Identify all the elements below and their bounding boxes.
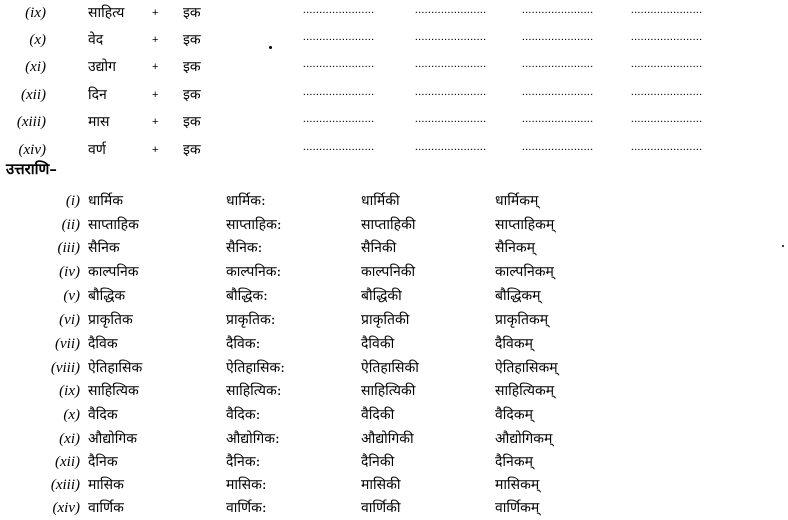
base-form: ऐतिहासिक bbox=[88, 360, 143, 376]
neuter-form: दैनिकम् bbox=[495, 454, 533, 470]
base-form: सैनिक bbox=[88, 240, 120, 256]
answer-row bbox=[0, 237, 788, 259]
masculine-form: साप्ताहिक: bbox=[226, 217, 282, 233]
answer-blank: ...................... bbox=[631, 113, 703, 125]
plus-sign: + bbox=[152, 34, 159, 46]
masculine-form: काल्पनिक: bbox=[226, 264, 282, 280]
masculine-form: साहित्यिक: bbox=[226, 383, 282, 399]
item-number: (viii) bbox=[50, 360, 80, 376]
item-number: (xiii) bbox=[50, 477, 80, 493]
masculine-form: धार्मिक: bbox=[226, 193, 266, 209]
exercise-row bbox=[0, 29, 788, 51]
answer-blank: ...................... bbox=[415, 58, 487, 70]
feminine-form: दैनिकी bbox=[361, 454, 395, 470]
base-form: मासिक bbox=[88, 477, 124, 493]
base-word: वेद bbox=[88, 32, 104, 48]
item-number: (ii) bbox=[61, 217, 80, 233]
feminine-form: ऐतिहासिकी bbox=[361, 360, 419, 376]
suffix: इक bbox=[183, 5, 201, 21]
answer-row bbox=[0, 285, 788, 307]
feminine-form: वार्णिकी bbox=[361, 500, 401, 516]
masculine-form: ऐतिहासिक: bbox=[226, 360, 285, 376]
item-number: (xi) bbox=[25, 59, 46, 75]
answer-blank: ...................... bbox=[522, 113, 594, 125]
item-number: (xii) bbox=[55, 454, 80, 470]
stray-dot bbox=[269, 46, 272, 49]
item-number: (xiv) bbox=[18, 142, 46, 158]
feminine-form: औद्योगिकी bbox=[361, 431, 414, 447]
base-form: दैविक bbox=[88, 336, 118, 352]
base-word: उद्योग bbox=[88, 59, 116, 75]
feminine-form: सैनिकी bbox=[361, 240, 397, 256]
feminine-form: साप्ताहिकी bbox=[361, 217, 416, 233]
masculine-form: दैनिक: bbox=[226, 454, 261, 470]
answer-blank: ...................... bbox=[522, 31, 594, 43]
item-number: (xiv) bbox=[52, 500, 80, 516]
feminine-form: प्राकृतिकी bbox=[361, 312, 410, 328]
exercise-row bbox=[0, 56, 788, 78]
answer-blank: ...................... bbox=[522, 58, 594, 70]
masculine-form: वैदिक: bbox=[226, 407, 261, 423]
suffix: इक bbox=[183, 87, 201, 103]
suffix: इक bbox=[183, 142, 201, 158]
neuter-form: वैदिकम् bbox=[495, 407, 533, 423]
item-number: (ix) bbox=[59, 383, 80, 399]
masculine-form: सैनिक: bbox=[226, 240, 263, 256]
neuter-form: ऐतिहासिकम् bbox=[495, 360, 558, 376]
base-word: साहित्य bbox=[88, 5, 125, 21]
neuter-form: बौद्धिकम् bbox=[495, 288, 541, 304]
base-word: दिन bbox=[88, 87, 107, 103]
item-number: (i) bbox=[65, 193, 80, 209]
item-number: (x) bbox=[63, 407, 80, 423]
base-form: साप्ताहिक bbox=[88, 217, 139, 233]
base-word: मास bbox=[88, 114, 110, 130]
item-number: (xi) bbox=[59, 431, 80, 447]
masculine-form: प्राकृतिक: bbox=[226, 312, 276, 328]
answer-row bbox=[0, 190, 788, 212]
base-form: वार्णिक bbox=[88, 500, 124, 516]
answer-blank: ...................... bbox=[522, 141, 594, 153]
masculine-form: औद्योगिक: bbox=[226, 431, 280, 447]
item-number: (xii) bbox=[21, 87, 46, 103]
neuter-form: वार्णिकम् bbox=[495, 500, 540, 516]
feminine-form: काल्पनिकी bbox=[361, 264, 416, 280]
answer-blank: ...................... bbox=[415, 31, 487, 43]
base-form: बौद्धिक bbox=[88, 288, 126, 304]
answer-row bbox=[0, 451, 788, 473]
answer-row bbox=[0, 309, 788, 331]
answer-row bbox=[0, 333, 788, 355]
answer-blank: ...................... bbox=[522, 4, 594, 16]
answer-blank: ...................... bbox=[415, 4, 487, 16]
item-number: (ix) bbox=[25, 5, 46, 21]
feminine-form: बौद्धिकी bbox=[361, 288, 402, 304]
base-form: औद्योगिक bbox=[88, 431, 138, 447]
answer-blank: ...................... bbox=[631, 31, 703, 43]
item-number: (xiii) bbox=[16, 114, 46, 130]
answer-blank: ...................... bbox=[303, 4, 375, 16]
suffix: इक bbox=[183, 32, 201, 48]
item-number: (x) bbox=[29, 32, 46, 48]
feminine-form: साहित्यिकी bbox=[361, 383, 416, 399]
neuter-form: काल्पनिकम् bbox=[495, 264, 554, 280]
item-number: (iii) bbox=[57, 240, 80, 256]
item-number: (v) bbox=[63, 288, 80, 304]
plus-sign: + bbox=[152, 7, 159, 19]
answer-blank: ...................... bbox=[631, 141, 703, 153]
item-number: (vii) bbox=[55, 336, 80, 352]
answer-blank: ...................... bbox=[303, 31, 375, 43]
answer-row bbox=[0, 261, 788, 283]
plus-sign: + bbox=[152, 89, 159, 101]
suffix: इक bbox=[183, 59, 201, 75]
base-form: काल्पनिक bbox=[88, 264, 139, 280]
feminine-form: मासिकी bbox=[361, 477, 401, 493]
feminine-form: वैदिकी bbox=[361, 407, 395, 423]
base-form: वैदिक bbox=[88, 407, 118, 423]
plus-sign: + bbox=[152, 144, 159, 156]
answers-heading: उत्तराणि– bbox=[6, 160, 57, 178]
answer-blank: ...................... bbox=[631, 58, 703, 70]
exercise-row bbox=[0, 111, 788, 133]
base-form: धार्मिक bbox=[88, 193, 123, 209]
base-word: वर्ण bbox=[88, 142, 106, 158]
answer-blank: ...................... bbox=[303, 86, 375, 98]
feminine-form: दैविकी bbox=[361, 336, 395, 352]
answer-row bbox=[0, 380, 788, 402]
answer-blank: ...................... bbox=[631, 86, 703, 98]
neuter-form: साहित्यिकम् bbox=[495, 383, 555, 399]
answer-blank: ...................... bbox=[415, 113, 487, 125]
answer-row bbox=[0, 214, 788, 236]
plus-sign: + bbox=[152, 116, 159, 128]
answer-row bbox=[0, 474, 788, 496]
neuter-form: प्राकृतिकम् bbox=[495, 312, 549, 328]
base-form: साहित्यिक bbox=[88, 383, 139, 399]
exercise-row bbox=[0, 2, 788, 24]
answer-blank: ...................... bbox=[522, 86, 594, 98]
neuter-form: धार्मिकम् bbox=[495, 193, 539, 209]
masculine-form: वार्णिक: bbox=[226, 500, 267, 516]
exercise-row bbox=[0, 84, 788, 106]
neuter-form: औद्योगिकम् bbox=[495, 431, 553, 447]
neuter-form: मासिकम् bbox=[495, 477, 540, 493]
answer-row bbox=[0, 428, 788, 450]
answer-blank: ...................... bbox=[415, 141, 487, 153]
exercise-row bbox=[0, 139, 788, 161]
item-number: (iv) bbox=[59, 264, 80, 280]
suffix: इक bbox=[183, 114, 201, 130]
answer-row bbox=[0, 497, 788, 519]
neuter-form: साप्ताहिकम् bbox=[495, 217, 555, 233]
plus-sign: + bbox=[152, 61, 159, 73]
answer-blank: ...................... bbox=[303, 113, 375, 125]
neuter-form: दैविकम् bbox=[495, 336, 533, 352]
masculine-form: मासिक: bbox=[226, 477, 267, 493]
answer-row bbox=[0, 357, 788, 379]
answer-row bbox=[0, 404, 788, 426]
masculine-form: दैविक: bbox=[226, 336, 261, 352]
answer-blank: ...................... bbox=[631, 4, 703, 16]
answer-blank: ...................... bbox=[415, 86, 487, 98]
feminine-form: धार्मिकी bbox=[361, 193, 400, 209]
answer-blank: ...................... bbox=[303, 141, 375, 153]
base-form: दैनिक bbox=[88, 454, 118, 470]
item-number: (vi) bbox=[59, 312, 80, 328]
base-form: प्राकृतिक bbox=[88, 312, 133, 328]
masculine-form: बौद्धिक: bbox=[226, 288, 268, 304]
answer-blank: ...................... bbox=[303, 58, 375, 70]
neuter-form: सैनिकम् bbox=[495, 240, 535, 256]
